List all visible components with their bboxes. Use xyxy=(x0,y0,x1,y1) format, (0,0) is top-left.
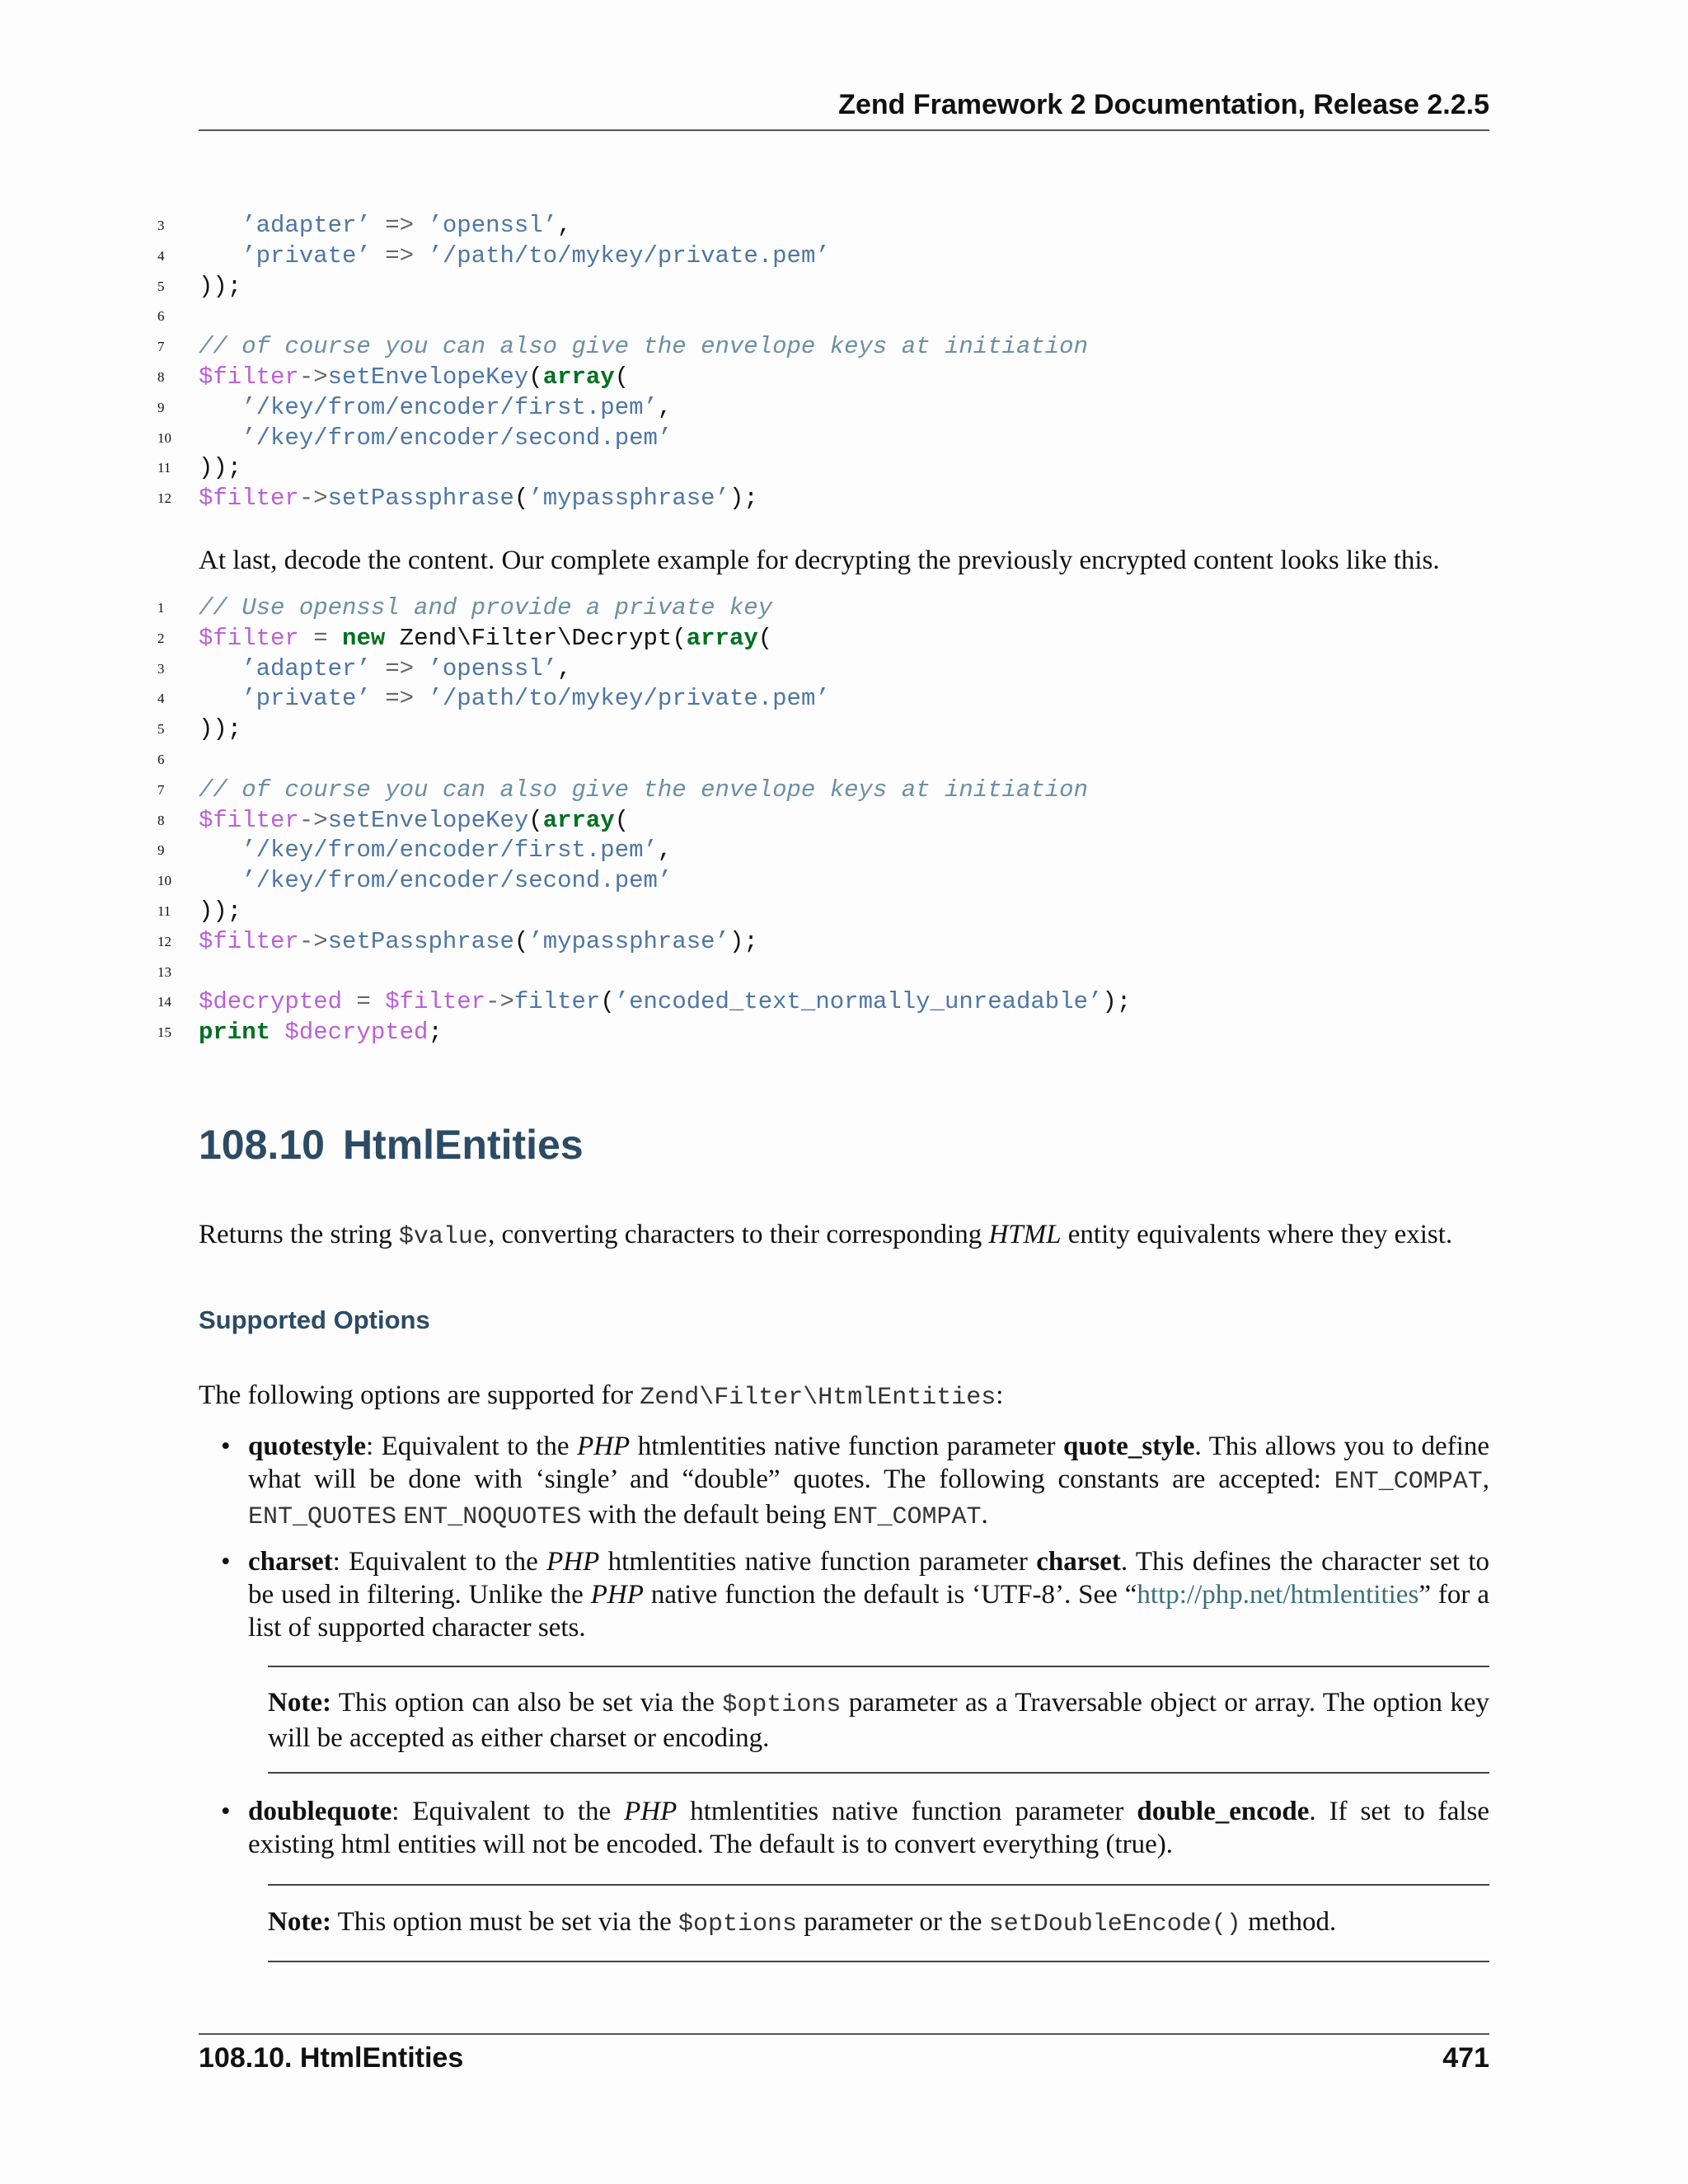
section-number: 108.10 xyxy=(199,1122,325,1168)
code-token: -> xyxy=(298,806,328,834)
code-token: => xyxy=(370,212,429,239)
desc-text: entity equivalents where they exist. xyxy=(1061,1220,1453,1249)
code-token: )); xyxy=(199,715,242,743)
section-heading xyxy=(199,1121,584,1169)
code-token: )); xyxy=(199,272,242,300)
option-text: , xyxy=(1482,1465,1489,1494)
note-text: parameter or the xyxy=(797,1907,989,1937)
code-token xyxy=(199,242,241,269)
option-quotestyle xyxy=(221,1430,1490,1534)
code-token: ’/path/to/mykey/private.pem’ xyxy=(428,241,830,269)
code-line xyxy=(157,806,1489,837)
code-token: ’/key/from/encoder/first.pem’ xyxy=(241,393,658,421)
line-number: 4 xyxy=(157,247,165,264)
code-token: ’private’ xyxy=(241,241,371,269)
line-number: 3 xyxy=(157,660,165,677)
line-number: 8 xyxy=(157,368,165,385)
code-line xyxy=(157,1018,1489,1048)
line-number: 5 xyxy=(157,721,165,738)
subsection-heading: Supported Options xyxy=(199,1305,430,1334)
param-name: double_encode xyxy=(1137,1797,1310,1826)
code-token: -> xyxy=(298,363,328,391)
option-charset xyxy=(221,1545,1490,1644)
line-number: 10 xyxy=(157,873,171,889)
inline-code-value: $value xyxy=(398,1223,488,1251)
desc-text: Returns the string xyxy=(199,1220,399,1249)
code-token: = xyxy=(342,988,386,1016)
line-number: 15 xyxy=(157,1024,171,1041)
code-line xyxy=(157,866,1489,897)
options-intro-text: : xyxy=(996,1380,1004,1410)
code-token: ’mypassphrase’ xyxy=(528,927,729,955)
constant-code: ENT_NOQUOTES xyxy=(403,1503,582,1531)
note-label: Note: xyxy=(268,1688,331,1718)
code-block-encrypt-continued xyxy=(157,211,1489,514)
code-token: array xyxy=(542,363,615,391)
line-number: 9 xyxy=(157,842,165,859)
code-token: ( xyxy=(600,988,615,1016)
code-line xyxy=(157,272,1489,302)
code-token xyxy=(199,867,241,894)
note-text: This option can also be set via the xyxy=(331,1688,723,1718)
option-text: htmlentities native function parameter xyxy=(630,1432,1063,1461)
option-text: native function the default is ‘UTF-8’. See “ xyxy=(643,1580,1137,1610)
htmlentities-link[interactable]: http://php.net/htmlentities xyxy=(1137,1580,1419,1610)
code-token: => xyxy=(370,241,429,269)
code-token: print xyxy=(199,1019,271,1047)
section-description xyxy=(199,1218,1489,1254)
line-number: 10 xyxy=(157,429,171,446)
code-token: ( xyxy=(513,927,529,955)
bullet-icon: • xyxy=(221,1547,231,1577)
option-text: . This allows you to define what will be done with ‘single’ and “double” quotes. The following constants are accepted: xyxy=(248,1432,1490,1494)
options-code: $options xyxy=(678,1910,798,1938)
line-number: 14 xyxy=(157,994,171,1010)
code-token: -> xyxy=(485,988,514,1016)
line-number: 4 xyxy=(157,691,165,707)
code-token: setEnvelopeKey xyxy=(327,806,529,834)
code-line xyxy=(157,897,1489,927)
code-line xyxy=(157,745,1489,776)
option-doublequote xyxy=(221,1795,1490,1861)
code-token: ’adapter’ xyxy=(241,654,371,682)
code-token xyxy=(199,685,241,712)
option-text: : Equivalent to the xyxy=(392,1797,625,1826)
code-line xyxy=(157,484,1489,514)
line-number: 13 xyxy=(157,963,171,980)
code-token: ( xyxy=(614,806,630,834)
note-text: method. xyxy=(1240,1907,1337,1937)
inline-code-class: Zend\Filter\HtmlEntities xyxy=(640,1384,996,1412)
code-line xyxy=(157,593,1489,624)
desc-text: , converting characters to their corresponding xyxy=(487,1220,989,1249)
footer-section: 108.10. HtmlEntities xyxy=(199,2042,464,2074)
code-token: , xyxy=(657,393,673,421)
code-token: ’openssl’ xyxy=(428,654,558,682)
code-token: $filter xyxy=(199,363,299,391)
code-token: // of course you can also give the envelope keys at initiation xyxy=(199,333,1088,361)
code-token: $filter xyxy=(385,988,486,1016)
code-token xyxy=(199,655,241,682)
line-number: 7 xyxy=(157,339,165,355)
code-token: ’adapter’ xyxy=(241,212,371,239)
param-name: charset xyxy=(1036,1547,1121,1577)
option-text: with the default being xyxy=(581,1500,833,1530)
php-emphasis: PHP xyxy=(590,1580,644,1610)
option-text: . This defines the character set to be used in filtering. Unlike the xyxy=(248,1547,1490,1610)
code-token: -> xyxy=(298,927,328,955)
code-line xyxy=(157,453,1489,484)
constant-code: ENT_COMPAT xyxy=(832,1503,982,1531)
code-token: ( xyxy=(513,485,529,513)
footer-rule xyxy=(199,2033,1489,2035)
note-doublequote xyxy=(268,1884,1489,1962)
code-token: setPassphrase xyxy=(327,927,514,955)
option-text: htmlentities native function parameter xyxy=(599,1547,1037,1577)
code-token: )); xyxy=(199,454,242,482)
line-number: 11 xyxy=(157,460,171,476)
code-line xyxy=(157,211,1489,241)
code-token: ’mypassphrase’ xyxy=(528,485,729,513)
line-number: 6 xyxy=(157,308,165,325)
code-token xyxy=(199,837,241,864)
code-token: $filter xyxy=(199,927,299,955)
code-token: ’/key/from/encoder/second.pem’ xyxy=(241,867,673,895)
code-token: ( xyxy=(614,363,630,391)
code-line xyxy=(157,715,1489,745)
code-token: , xyxy=(657,837,673,865)
php-emphasis: PHP xyxy=(546,1547,600,1577)
code-token: ’/key/from/encoder/second.pem’ xyxy=(241,424,673,452)
code-token: )); xyxy=(199,897,242,925)
html-emphasis: HTML xyxy=(988,1220,1062,1249)
option-text: : Equivalent to the xyxy=(366,1432,578,1461)
code-token: ); xyxy=(729,927,758,955)
code-line xyxy=(157,987,1489,1018)
code-token: ( xyxy=(528,363,543,391)
note-text: parameter as a Traversable object or array. The option key will be accepted as either charset or encoding. xyxy=(268,1688,1489,1753)
code-line xyxy=(157,684,1489,715)
option-term: quotestyle xyxy=(248,1432,366,1461)
note-charset xyxy=(268,1666,1489,1774)
code-token: ’private’ xyxy=(241,685,371,713)
code-token: ’openssl’ xyxy=(428,212,558,239)
code-token: array xyxy=(686,624,758,652)
code-token: // Use openssl and provide a private key xyxy=(199,594,773,621)
options-code: $options xyxy=(722,1691,842,1719)
code-line xyxy=(157,624,1489,654)
line-number: 3 xyxy=(157,218,165,233)
code-token: ( xyxy=(528,806,543,834)
code-token: , xyxy=(557,212,572,239)
code-line xyxy=(157,332,1489,363)
code-line xyxy=(157,302,1489,332)
code-token xyxy=(270,1019,284,1046)
code-line xyxy=(157,958,1489,988)
page-number: 471 xyxy=(1442,2042,1489,2074)
options-intro xyxy=(199,1379,1489,1414)
code-token: ); xyxy=(1102,988,1132,1016)
code-token: = xyxy=(298,624,343,652)
code-token: setPassphrase xyxy=(327,485,514,513)
param-name: quote_style xyxy=(1062,1432,1195,1461)
line-number: 11 xyxy=(157,902,171,919)
running-header: Zend Framework 2 Documentation, Release 2.2.5 xyxy=(838,89,1489,120)
code-line xyxy=(157,424,1489,454)
note-label: Note: xyxy=(268,1907,331,1937)
code-token: // of course you can also give the envelope keys at initiation xyxy=(199,776,1088,804)
line-number: 5 xyxy=(157,278,165,294)
method-code: setDoubleEncode() xyxy=(988,1910,1241,1938)
code-token: => xyxy=(370,685,429,713)
constant-code: ENT_COMPAT xyxy=(1334,1468,1483,1496)
line-number: 1 xyxy=(157,600,165,616)
code-token: Zend\Filter\Decrypt( xyxy=(385,624,687,652)
header-rule xyxy=(199,129,1489,131)
code-token: ; xyxy=(428,1019,443,1047)
code-token: ( xyxy=(757,624,773,652)
option-text: htmlentities native function parameter xyxy=(677,1797,1137,1826)
bullet-icon: • xyxy=(221,1432,231,1461)
code-line xyxy=(157,776,1489,806)
code-token: ); xyxy=(729,485,758,513)
code-line xyxy=(157,654,1489,685)
php-emphasis: PHP xyxy=(577,1432,631,1461)
constant-code: ENT_QUOTES xyxy=(248,1503,397,1531)
option-text: . If set to false existing html entities will not be encoded. The default is to convert everything (true). xyxy=(248,1797,1490,1859)
line-number: 7 xyxy=(157,781,165,798)
line-number: 9 xyxy=(157,399,165,415)
code-block-decrypt xyxy=(157,593,1489,1048)
intro-paragraph: At last, decode the content. Our complete example for decrypting the previously encrypted content looks like this. xyxy=(199,546,1440,575)
code-token: , xyxy=(557,654,572,682)
code-token: -> xyxy=(298,485,328,513)
option-text: . xyxy=(981,1500,988,1530)
code-token: $decrypted xyxy=(199,988,343,1016)
code-token: $decrypted xyxy=(284,1019,429,1047)
code-token: $filter xyxy=(199,485,299,513)
options-intro-text: The following options are supported for xyxy=(199,1380,640,1410)
code-token xyxy=(199,424,241,452)
line-number: 6 xyxy=(157,751,165,767)
code-line xyxy=(157,393,1489,424)
code-token: filter xyxy=(513,988,601,1016)
code-token: ’encoded_text_normally_unreadable’ xyxy=(614,988,1103,1016)
line-number: 12 xyxy=(157,490,171,507)
line-number: 8 xyxy=(157,812,165,828)
code-token: => xyxy=(370,654,429,682)
code-token: ’/key/from/encoder/first.pem’ xyxy=(241,837,658,865)
code-line xyxy=(157,836,1489,866)
code-token xyxy=(199,394,241,421)
code-token: ’/path/to/mykey/private.pem’ xyxy=(428,685,830,713)
section-title: HtmlEntities xyxy=(342,1122,584,1168)
code-line xyxy=(157,241,1489,272)
note-text: This option must be set via the xyxy=(331,1907,678,1937)
option-term: doublequote xyxy=(248,1797,392,1826)
line-number: 12 xyxy=(157,933,171,949)
code-token: array xyxy=(542,806,615,834)
code-line xyxy=(157,363,1489,393)
option-term: charset xyxy=(248,1547,333,1577)
code-token: $filter xyxy=(199,624,299,652)
line-number: 2 xyxy=(157,630,165,646)
code-token xyxy=(199,212,241,239)
php-emphasis: PHP xyxy=(624,1797,678,1826)
option-text: ” for a list of supported character sets. xyxy=(248,1580,1489,1643)
bullet-icon: • xyxy=(221,1797,231,1826)
code-line xyxy=(157,927,1489,958)
code-token: $filter xyxy=(199,806,299,834)
option-text: : Equivalent to the xyxy=(332,1547,547,1577)
code-token: new xyxy=(342,624,386,652)
code-token: setEnvelopeKey xyxy=(327,363,529,391)
